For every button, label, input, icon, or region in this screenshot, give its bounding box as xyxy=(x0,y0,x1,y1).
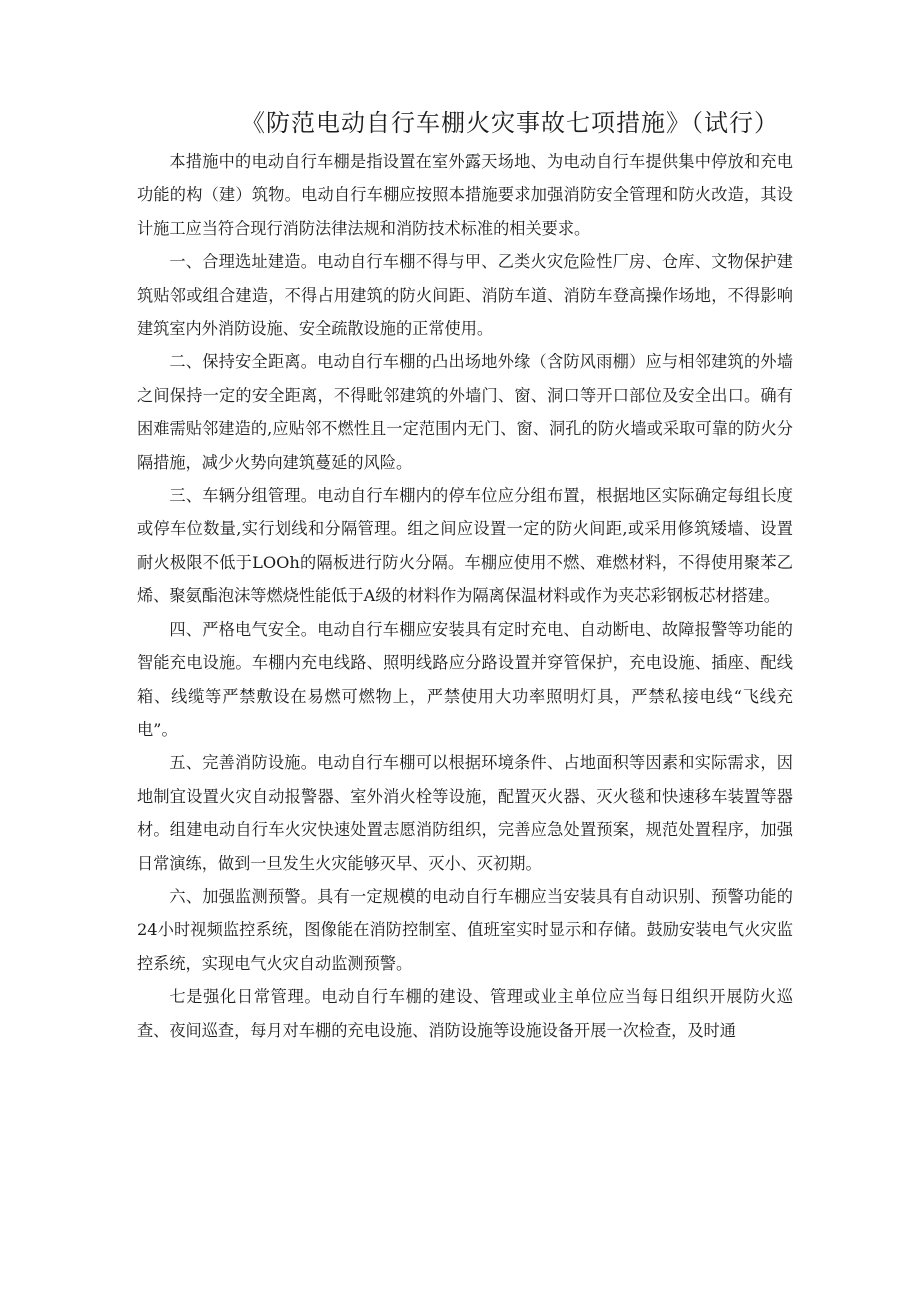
paragraph-measure-7: 七是强化日常管理。电动自行车棚的建设、管理或业主单位应当每日组织开展防火巡查、夜间巡查，每月对车棚的充电设施、消防设施等设施设备开展一次检查，及时通 xyxy=(137,987,793,1040)
document-title: 《防范电动自行车棚火灾事故七项措施》（试行） xyxy=(241,109,779,137)
paragraph-measure-1: 一、合理选址建造。电动自行车棚不得与甲、乙类火灾危险性厂房、仓库、文物保护建筑贴邻或组合建造，不得占用建筑的防火间距、消防车道、消防车登高操作场地，不得影响建筑室内外消防设施、安全疏散设施的正常使用。 xyxy=(137,252,793,339)
paragraph-measure-3: 三、车辆分组管理。电动自行车棚内的停车位应分组布置，根据地区实际确定每组长度或停车位数量,实行划线和分隔管理。组之间应设置一定的防火间距,或采用修筑矮墙、设置耐火极限不低于LOOh的隔板进行防火分隔。车棚应使用不燃、难燃材料，不得使用聚苯乙烯、聚氨酯泡沫等燃烧性能低于A级的材料作为隔离保温材料或作为夹芯彩钢板芯材搭建。 xyxy=(137,486,793,606)
document-body xyxy=(137,145,793,1047)
paragraph-measure-2: 二、保持安全距离。电动自行车棚的凸出场地外缘（含防风雨棚）应与相邻建筑的外墙之间保持一定的安全距离，不得毗邻建筑的外墙门、窗、洞口等开口部位及安全出口。确有困难需贴邻建造的,应贴邻不燃性且一定范围内无门、窗、洞孔的防火墙或采取可靠的防火分隔措施，减少火势向建筑蔓延的风险。 xyxy=(137,352,793,472)
paragraph-measure-4: 四、严格电气安全。电动自行车棚应安装具有定时充电、自动断电、故障报警等功能的智能充电设施。车棚内充电线路、照明线路应分路设置并穿管保护，充电设施、插座、配线箱、线缆等严禁敷设在易燃可燃物上，严禁使用大功率照明灯具，严禁私接电线“飞线充电”。 xyxy=(137,619,793,739)
paragraph-measure-6: 六、加强监测预警。具有一定规模的电动自行车棚应当安装具有自动识别、预警功能的24小时视频监控系统，图像能在消防控制室、值班室实时显示和存储。鼓励安装电气火灾监控系统，实现电气火灾自动监测预警。 xyxy=(137,886,793,973)
paragraph-intro: 本措施中的电动自行车棚是指设置在室外露天场地、为电动自行车提供集中停放和充电功能的构（建）筑物。电动自行车棚应按照本措施要求加强消防安全管理和防火改造，其设计施工应当符合现行消防法律法规和消防技术标准的相关要求。 xyxy=(137,152,793,238)
paragraph-measure-5: 五、完善消防设施。电动自行车棚可以根据环境条件、占地面积等因素和实际需求，因地制宜设置火灾自动报警器、室外消火栓等设施，配置灭火器、灭火毯和快速移车装置等器材。组建电动自行车火灾快速处置志愿消防组织，完善应急处置预案，规范处置程序，加强日常演练，做到一旦发生火灾能够灭早、灭小、灭初期。 xyxy=(137,753,793,873)
